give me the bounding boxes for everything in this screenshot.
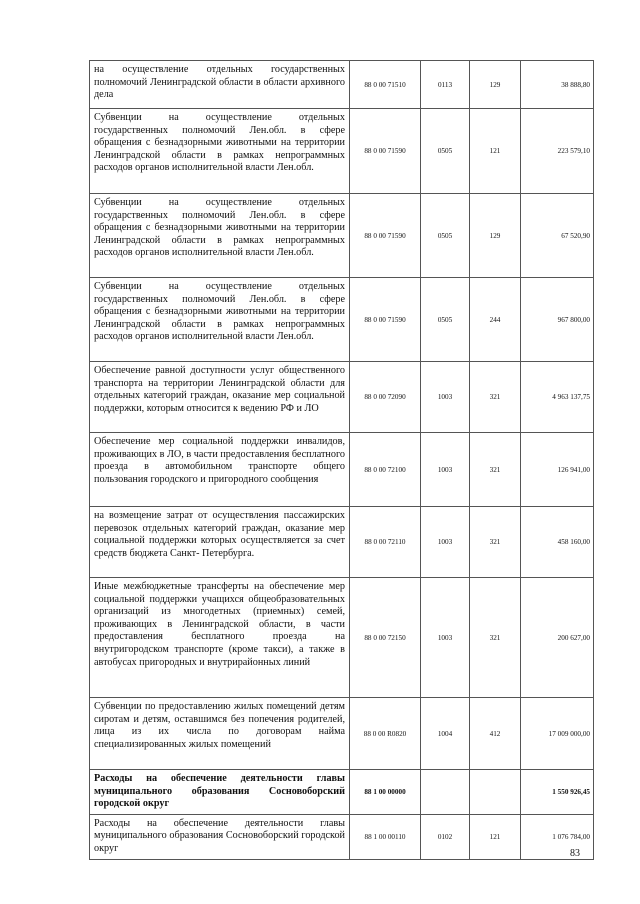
table-row <box>90 194 594 278</box>
row-target-code: 88 0 00 71590 <box>350 109 421 194</box>
row-description: Субвенции на осуществление отдельных государственных полномочий Лен.обл. в сфере обращения с безнадзорными животными на территории Ленинградской области в рамках непрограммных расходов органов исполнительной власти Лен.обл. <box>90 109 350 194</box>
row-amount: 4 963 137,75 <box>521 362 594 433</box>
row-description: Расходы на обеспечение деятельности главы муниципального образования Сосновоборский городской округ <box>90 814 350 859</box>
table-row <box>90 507 594 578</box>
row-expense-type: 244 <box>470 278 521 362</box>
row-section-code: 0505 <box>421 278 470 362</box>
row-amount: 200 627,00 <box>521 578 594 698</box>
row-section-code: 1003 <box>421 362 470 433</box>
row-target-code: 88 1 00 00110 <box>350 814 421 859</box>
row-amount: 17 009 000,00 <box>521 698 594 770</box>
row-target-code: 88 1 00 00000 <box>350 770 421 815</box>
row-amount: 458 160,00 <box>521 507 594 578</box>
row-section-code: 0505 <box>421 194 470 278</box>
row-section-code: 1004 <box>421 698 470 770</box>
row-description: Субвенции на осуществление отдельных государственных полномочий Лен.обл. в сфере обращения с безнадзорными животными на территории Ленинградской области в рамках непрограммных расходов органов исполнительной власти Лен.обл. <box>90 278 350 362</box>
row-amount: 67 520,90 <box>521 194 594 278</box>
row-section-code: 1003 <box>421 507 470 578</box>
row-target-code: 88 0 00 R0820 <box>350 698 421 770</box>
row-description: Иные межбюджетные трансферты на обеспечение мер социальной поддержки учащихся общеобразовательных организаций из многодетных (приемных) семей, проживающих в Ленинградской области, в части предоставления бесплатного проезда на внутригородском транспорте (кроме такси), а также в автобусах пригородных и внутрирайонных линий <box>90 578 350 698</box>
table-row <box>90 109 594 194</box>
table-row <box>90 362 594 433</box>
row-expense-type: 321 <box>470 433 521 507</box>
row-description: Обеспечение равной доступности услуг общественного транспорта на территории Ленинградской области для отдельных категорий граждан, оказание мер социальной поддержки, которым относится к ведению РФ и ЛО <box>90 362 350 433</box>
row-description: Расходы на обеспечение деятельности главы муниципального образования Сосновоборский городской округ <box>90 770 350 815</box>
row-description: Обеспечение мер социальной поддержки инвалидов, проживающих в ЛО, в части предоставления бесплатного проезда в автомобильном транспорте общего пользования городского и пригородного сообщения <box>90 433 350 507</box>
row-target-code: 88 0 00 71510 <box>350 61 421 109</box>
table-row <box>90 814 594 859</box>
row-section-code: 0505 <box>421 109 470 194</box>
row-expense-type <box>470 770 521 815</box>
row-section-code: 1003 <box>421 433 470 507</box>
row-target-code: 88 0 00 72150 <box>350 578 421 698</box>
row-expense-type: 412 <box>470 698 521 770</box>
row-expense-type: 321 <box>470 362 521 433</box>
table-row <box>90 578 594 698</box>
table-row-subtotal <box>90 770 594 815</box>
row-expense-type: 121 <box>470 814 521 859</box>
row-amount: 38 888,80 <box>521 61 594 109</box>
row-section-code: 1003 <box>421 578 470 698</box>
row-description: Субвенции по предоставлению жилых помещений детям сиротам и детям, оставшимся без попечения родителей, лица из их числа по договорам найма специализированных жилых помещений <box>90 698 350 770</box>
row-description: Субвенции на осуществление отдельных государственных полномочий Лен.обл. в сфере обращения с безнадзорными животными на территории Ленинградской области в рамках непрограммных расходов органов исполнительной власти Лен.обл. <box>90 194 350 278</box>
row-description: на возмещение затрат от осуществления пассажирских перевозок отдельных категорий граждан, оказание мер социальной поддержки которых осуществляется за счет средств бюджета Санкт- Петербурга. <box>90 507 350 578</box>
row-expense-type: 321 <box>470 507 521 578</box>
row-section-code <box>421 770 470 815</box>
row-expense-type: 129 <box>470 61 521 109</box>
table-row <box>90 278 594 362</box>
row-section-code: 0102 <box>421 814 470 859</box>
row-expense-type: 129 <box>470 194 521 278</box>
row-description: на осуществление отдельных государственных полномочий Ленинградской области в области архивного дела <box>90 61 350 109</box>
row-section-code: 0113 <box>421 61 470 109</box>
row-target-code: 88 0 00 71590 <box>350 278 421 362</box>
row-expense-type: 321 <box>470 578 521 698</box>
table-row <box>90 433 594 507</box>
row-target-code: 88 0 00 72090 <box>350 362 421 433</box>
table-row <box>90 61 594 109</box>
budget-table <box>89 60 594 860</box>
row-amount: 1 076 784,00 <box>521 814 594 859</box>
row-amount: 1 550 926,45 <box>521 770 594 815</box>
row-amount: 967 800,00 <box>521 278 594 362</box>
row-target-code: 88 0 00 72100 <box>350 433 421 507</box>
row-target-code: 88 0 00 72110 <box>350 507 421 578</box>
table-row <box>90 698 594 770</box>
page-number: 83 <box>570 848 580 859</box>
row-expense-type: 121 <box>470 109 521 194</box>
row-target-code: 88 0 00 71590 <box>350 194 421 278</box>
row-amount: 223 579,10 <box>521 109 594 194</box>
row-amount: 126 941,00 <box>521 433 594 507</box>
